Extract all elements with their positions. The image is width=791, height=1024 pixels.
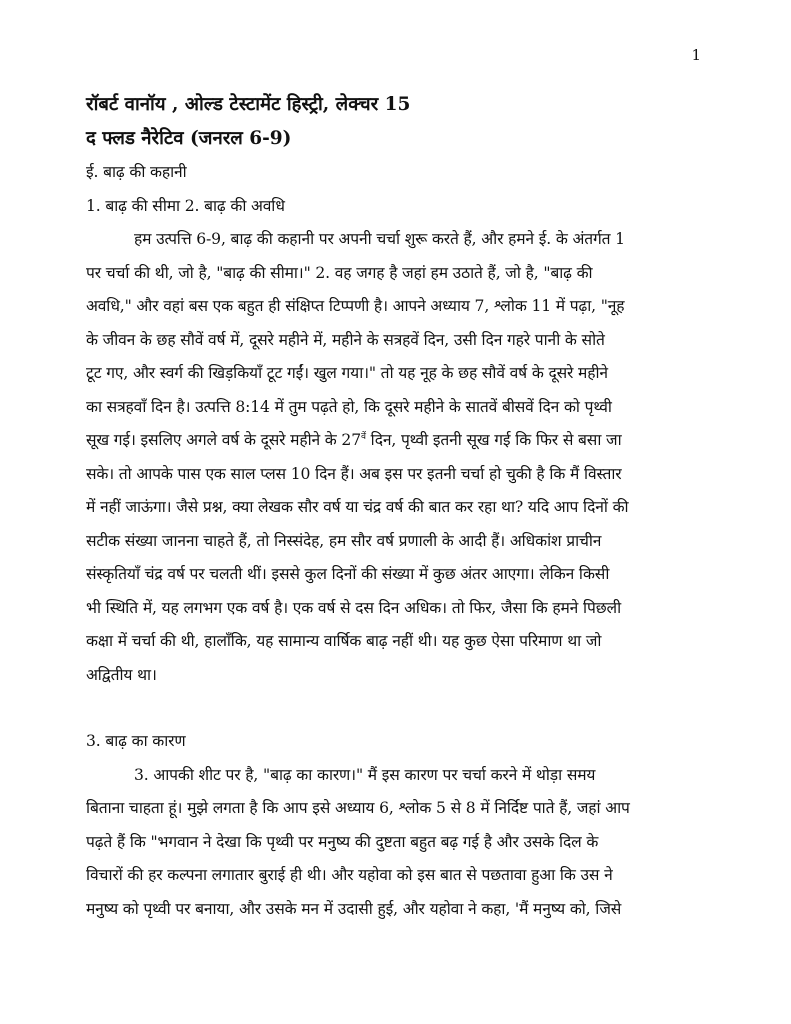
text-line: हम उत्पत्ति 6-9, बाढ़ की कहानी पर अपनी चर्चा शुरू करते हैं, और हमने ई. के अंतर्गत 1: [134, 230, 625, 248]
paragraph-gap: [86, 692, 702, 725]
text-line: [86, 424, 702, 458]
text-line: पढ़ते हैं कि "भगवान ने देखा कि पृथ्वी पर मनुष्य की दुष्टता बहुत बढ़ गई है और उसके दिल के: [86, 832, 599, 851]
text-line: 3. आपकी शीट पर है, "बाढ़ का कारण।" मैं इस कारण पर चर्चा करने में थोड़ा समय: [134, 765, 596, 784]
text-line: सके। तो आपके पास एक साल प्लस 10 दिन हैं। अब इस पर इतनी चर्चा हो चुकी है कि मैं विस्तार: [86, 464, 622, 483]
section-heading: ई. बाढ़ की कहानी: [86, 163, 187, 181]
text-line: कक्षा में चर्चा की थी, हालाँकि, यह सामान्य वार्षिक बाढ़ नहीं थी। यह कुछ ऐसा परिमाण था जो: [86, 632, 602, 650]
text-line: संस्कृतियाँ चंद्र वर्ष पर चलती थीं। इससे कुल दिनों की संख्या में कुछ अंतर आएगा। लेकिन किसी: [86, 565, 610, 583]
text-line: मनुष्य को पृथ्वी पर बनाया, और उसके मन में उदासी हुई, और यहोवा ने कहा, 'मैं मनुष्य को, जिसे: [86, 899, 622, 918]
document-body: [86, 88, 702, 926]
text-line: भी स्थिति में, यह लगभग एक वर्ष है। एक वर्ष से दस दिन अधिक। तो फिर, जैसा कि हमने पिछली: [86, 598, 621, 617]
text-line: अवधि," और वहां बस एक बहुत ही संक्षिप्त टिप्पणी है। आपने अध्याय 7, श्लोक 11 में पढ़ा, "नूह: [86, 297, 625, 315]
text-line: सटीक संख्या जानना चाहते हैं, तो निस्संदेह, हम सौर वर्ष प्रणाली के आदी हैं। अधिकांश प्राचीन: [86, 531, 602, 550]
paragraph-2: [86, 759, 702, 927]
subsection-heading: 1. बाढ़ की सीमा 2. बाढ़ की अवधि: [86, 196, 285, 215]
superscript-ordinal: वें: [360, 432, 366, 442]
text-segment: दिन, पृथ्वी इतनी सूख गई कि फिर से बसा जा: [365, 431, 622, 449]
text-line: अद्वितीय था।: [86, 665, 157, 684]
text-segment: सूख गई। इसलिए अगले वर्ष के दूसरे महीने के 27: [86, 431, 361, 449]
text-line: पर चर्चा की थी, जो है, "बाढ़ की सीमा।" 2. वह जगह है जहां हम उठाते हैं, जो है, "बाढ़ की: [86, 263, 593, 282]
text-line: का सत्रहवाँ दिन है। उत्पत्ति 8:14 में तुम पढ़ते हो, कि दूसरे महीने के सातवें बीसवें दिन को पृथ्वी: [86, 397, 612, 416]
section-3-heading: 3. बाढ़ का कारण: [86, 732, 186, 750]
paragraph-1: [86, 223, 702, 692]
text-line: बिताना चाहता हूं। मुझे लगता है कि आप इसे अध्याय 6, श्लोक 5 से 8 में निर्दिष्ट पाते हैं, जहां आप: [86, 799, 630, 817]
text-line: टूट गए, और स्वर्ग की खिड़कियाँ टूट गईं। खुल गया।" तो यह नूह के छह सौवें वर्ष के दूसरे महीने: [86, 364, 608, 382]
text-line: में नहीं जाऊंगा। जैसे प्रश्न, क्या लेखक सौर वर्ष या चंद्र वर्ष की बात कर रहा था? यदि आप दिनों की: [86, 498, 629, 516]
page-number: 1: [691, 46, 701, 64]
lecture-subtitle: द फ्लड नैरेटिव (जनरल 6-9): [86, 128, 292, 149]
text-line: के जीवन के छह सौवें वर्ष में, दूसरे महीने में, महीने के सत्रहवें दिन, उसी दिन गहरे पानी के सोते: [86, 330, 605, 349]
text-line: विचारों की हर कल्पना लगातार बुराई ही थी। और यहोवा को इस बात से पछतावा हुआ कि उस ने: [86, 866, 613, 884]
lecture-title: रॉबर्ट वानॉय , ओल्ड टेस्टामेंट हिस्ट्री, लेक्चर 15: [86, 94, 411, 115]
